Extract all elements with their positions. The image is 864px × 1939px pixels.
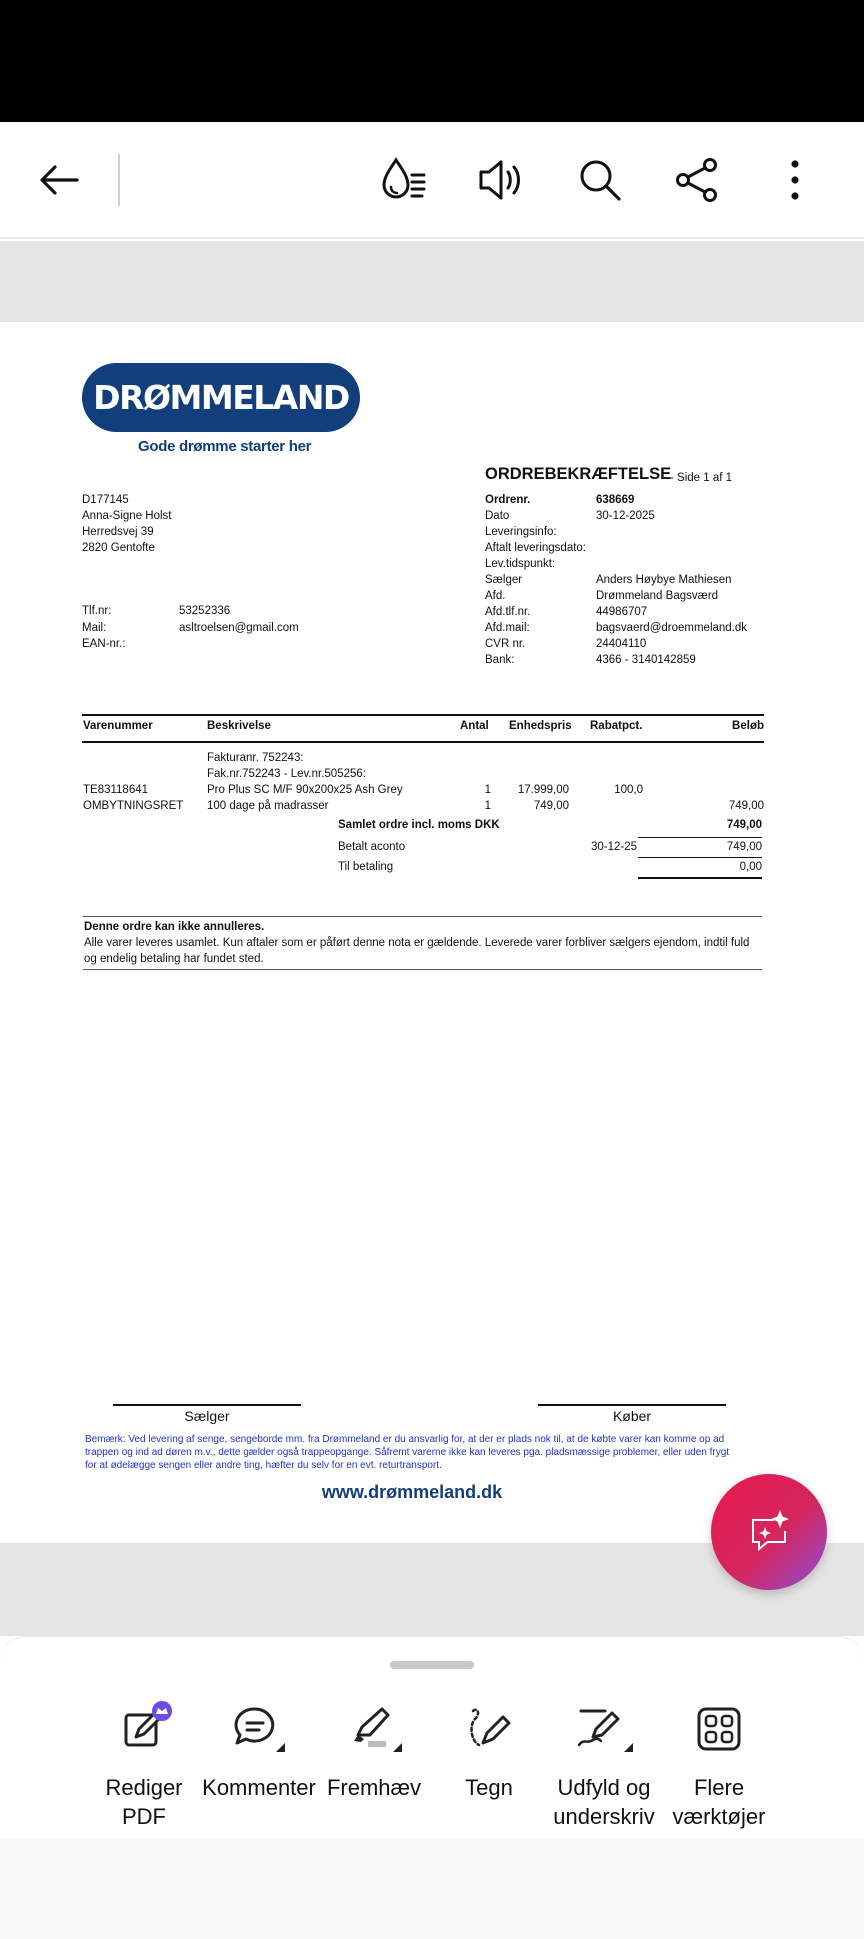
tool-label: Tegn [465, 1775, 513, 1800]
order-label: Bank: [485, 654, 515, 666]
invoice-note: Fak.nr.752243 - Lev.nr.505256: [207, 768, 366, 780]
order-label: Dato [485, 510, 510, 522]
order-value: 30-12-2025 [596, 510, 655, 522]
more-tools-icon [661, 1701, 777, 1757]
table-top-rule [82, 714, 764, 716]
brand-tagline: Gode drømme starter her [138, 438, 312, 455]
toolbar-divider [118, 154, 120, 206]
order-value: bagsvaerd@droemmeland.dk [596, 622, 748, 634]
order-value [596, 556, 747, 572]
terms-text: Alle varer leveres usamlet. Kun aftaler som er påført denne nota er gældende. Leverede varer forbliver sælgers ejendom, indtil fuld [84, 937, 750, 949]
row-belob: 749,00 [728, 800, 764, 812]
terms-text: og endelig betaling har fundet sted. [84, 953, 264, 965]
tool-label: Kommenter [202, 1775, 316, 1800]
order-label: Ordrenr. [485, 494, 531, 506]
col-belob: Beløb [732, 720, 764, 732]
til-betaling-label: Til betaling [338, 861, 394, 873]
brand-logo: DRØMMELAND [82, 363, 360, 432]
til-betaling-rule [638, 877, 762, 879]
col-beskrivelse: Beskrivelse [207, 720, 271, 732]
terms-heading: Denne ordre kan ikke annulleres. [84, 921, 265, 933]
remark-text: for at ødelægge sengen eller andre ting, hæfter du selv for en evt. returtransport. [85, 1460, 442, 1471]
draw-icon [431, 1701, 547, 1757]
tool-label: Fremhæv [326, 1775, 422, 1800]
total-rule [638, 837, 762, 838]
search-icon[interactable] [572, 152, 628, 208]
order-label: Sælger [485, 574, 523, 586]
tool-label: værktøjer [672, 1804, 766, 1829]
order-label: Aftalt leveringsdato: [485, 542, 587, 554]
ai-assistant-sparkle-icon [744, 1507, 794, 1557]
aconto-date: 30-12-25 [591, 841, 638, 853]
page-info: - Side 1 af 1 [670, 472, 733, 484]
phone-label: Tlf.nr: [82, 605, 112, 617]
tool-label: Flere [693, 1775, 745, 1800]
customer-id: D177145 [82, 494, 129, 506]
col-enhedspris: Enhedspris [509, 720, 572, 732]
document-title: ORDREBEKRÆFTELSE [485, 465, 672, 483]
mail-label: Mail: [82, 622, 107, 634]
table-header-rule [82, 741, 764, 743]
col-rabat: Rabatpct. [590, 720, 643, 732]
row-beskrivelse: Pro Plus SC M/F 90x200x25 Ash Grey [207, 784, 403, 796]
read-aloud-icon[interactable] [474, 152, 530, 208]
liquid-mode-icon[interactable] [376, 152, 432, 208]
til-betaling-value: 0,00 [739, 861, 762, 873]
row-antal: 1 [484, 800, 491, 812]
page-gap-top [0, 241, 864, 322]
total-label: Samlet ordre incl. moms DKK [338, 819, 500, 831]
aconto-value: 749,00 [726, 841, 762, 853]
row-antal: 1 [484, 784, 491, 796]
order-value: Anders Høybye Mathiesen [596, 574, 732, 586]
navigation-area [0, 1838, 864, 1939]
order-label: Afd. [485, 590, 506, 602]
tool-more[interactable] [661, 1701, 777, 1831]
more-vertical-icon[interactable] [767, 152, 823, 208]
order-info-values [596, 492, 747, 668]
tool-highlight[interactable] [316, 1701, 432, 1802]
order-value [596, 524, 747, 540]
share-icon[interactable] [669, 152, 725, 208]
terms-bottom-rule [83, 969, 762, 970]
row-rabat: 100,0 [614, 784, 643, 796]
tool-draw[interactable] [431, 1701, 547, 1802]
remark-text: trappen og ind ad døren m.v., dette gælder også trappeopgange. Såfremt varerne ikke kan leveres pga. pladsmæssige problemer, eller uden frygt [85, 1447, 730, 1458]
tool-label: underskriv [553, 1804, 655, 1829]
edit-pdf-icon [86, 1701, 202, 1757]
row-enhedspris: 749,00 [533, 800, 569, 812]
order-label: CVR nr. [485, 638, 526, 650]
order-value: 4366 - 3140142859 [596, 654, 696, 666]
row-beskrivelse: 100 dage på madrasser [207, 800, 329, 812]
total-value: 749,00 [726, 819, 762, 831]
order-value [596, 540, 747, 556]
tool-label: Udfyld og [557, 1775, 651, 1800]
buyer-signature-label: Køber [612, 1408, 652, 1424]
pdf-page [0, 322, 864, 1543]
back-arrow-icon[interactable] [31, 152, 87, 208]
order-value: 24404110 [596, 638, 647, 650]
col-varenummer: Varenummer [83, 720, 153, 732]
col-antal: Antal [460, 720, 489, 732]
order-label: Leveringsinfo: [485, 526, 557, 538]
comment-icon [201, 1701, 317, 1757]
buyer-signature-line [538, 1404, 726, 1406]
tool-comment[interactable] [201, 1701, 317, 1802]
mail-value: asltroelsen@gmail.com [179, 622, 299, 634]
order-label: Lev.tidspunkt: [485, 558, 556, 570]
website-link[interactable]: www.drømmeland.dk [321, 1482, 503, 1502]
phone-value: 53252336 [179, 605, 231, 617]
order-value: 638669 [596, 494, 635, 506]
tool-label: Rediger [105, 1775, 183, 1800]
highlight-icon [316, 1701, 432, 1757]
customer-name: Anna-Signe Holst [82, 510, 172, 522]
aconto-label: Betalt aconto [338, 841, 406, 853]
tool-label: PDF [122, 1804, 166, 1829]
tool-fill-sign[interactable] [546, 1701, 662, 1831]
order-value: 44986707 [596, 606, 648, 618]
bottom-tools-sheet [0, 1636, 864, 1838]
sheet-drag-handle[interactable] [390, 1661, 474, 1669]
tool-edit-pdf[interactable] [86, 1701, 202, 1831]
seller-signature-line [113, 1404, 301, 1406]
row-varenummer: TE83118641 [83, 784, 149, 796]
invoice-note: Fakturanr. 752243: [207, 752, 304, 764]
order-info-labels [485, 492, 586, 668]
ai-assistant-button[interactable] [711, 1474, 827, 1590]
row-enhedspris: 17.999,00 [517, 784, 569, 796]
remark-text: Bemærk: Ved levering af senge, sengeborde mm. fra Drømmeland er du ansvarlig for, at der er plads nok til, at de købte varer kan komme op ad [85, 1434, 725, 1445]
ean-label: EAN-nr.: [82, 638, 126, 650]
customer-city: 2820 Gentofte [82, 542, 155, 554]
customer-street: Herredsvej 39 [82, 526, 154, 538]
order-label: Afd.mail: [485, 622, 530, 634]
row-varenummer: OMBYTNINGSRET [83, 800, 184, 812]
terms-top-rule [83, 916, 762, 917]
order-value: Drømmeland Bagsværd [596, 590, 719, 602]
fill-sign-icon [546, 1701, 662, 1757]
order-label: Afd.tlf.nr. [485, 606, 531, 618]
status-bar [0, 0, 864, 122]
seller-signature-label: Sælger [184, 1408, 230, 1424]
top-toolbar [0, 122, 864, 239]
aconto-rule [638, 857, 762, 858]
